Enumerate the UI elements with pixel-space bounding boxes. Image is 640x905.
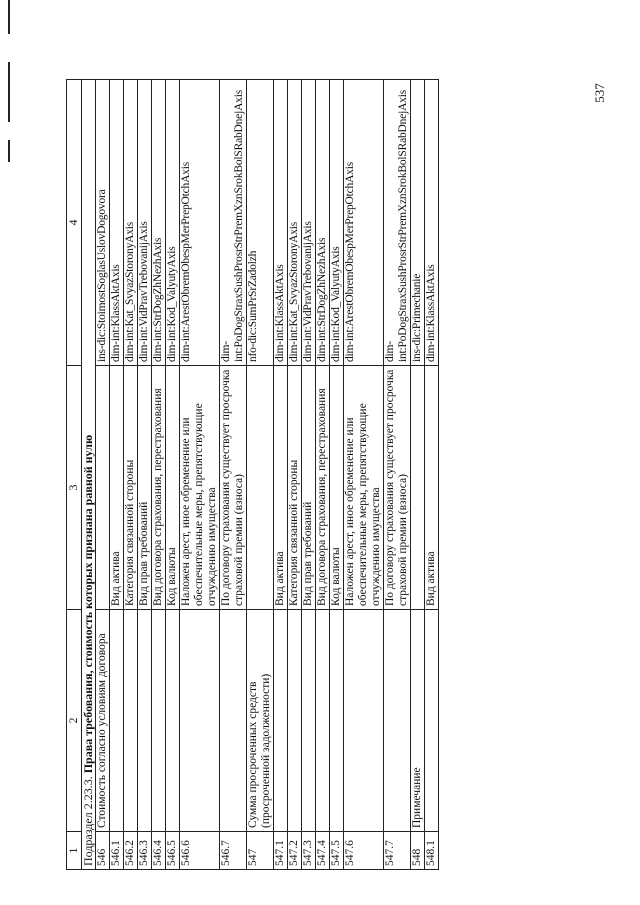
row-name [384,610,411,832]
section-title [82,80,96,870]
row-name [180,610,220,832]
row-number: 547.5 [330,832,344,870]
row-number: 547.2 [288,832,302,870]
row-axis: По договору страхования существует просрочка страховой премии (взноса) [384,366,411,610]
table-row [180,80,220,870]
row-code: dim-int:Kat_SvyazStoronyAxis [124,80,138,366]
row-axis: Вид прав требований [138,366,152,610]
row-number: 546.3 [138,832,152,870]
header-col-3: 3 [67,366,82,610]
row-name [220,610,247,832]
row-axis: Наложен арест, иное обременение или обеспечительные меры, препятствующие отчуждению имущества [344,366,384,610]
row-number: 547 [247,832,274,870]
scan-edge-mark-top [8,0,10,34]
row-name [302,610,316,832]
row-axis: Вид прав требований [302,366,316,610]
scan-edge-mark-low [8,140,10,162]
row-axis: По договору страхования существует просрочка страховой премии (взноса) [220,366,247,610]
row-axis: Категория связанной стороны [124,366,138,610]
row-code: nfo-dic:SumPrSrZadolzh [247,80,274,366]
row-axis: Вид актива [425,366,439,610]
row-number: 546.7 [220,832,247,870]
row-code: dim-int:ArestObremObespMerPrepOtchAxis [180,80,220,366]
row-number: 546 [96,832,110,870]
row-axis: Вид актива [110,366,124,610]
row-number: 546.2 [124,832,138,870]
row-code: dim-int:KlassAktAxis [425,80,439,366]
header-col-1: 1 [67,832,82,870]
row-axis: Категория связанной стороны [288,366,302,610]
row-code: dim-int:PoDogStraxSushProsrStrPremXznSrokBolSRabDnejAxis [384,80,411,366]
row-name [274,610,288,832]
section-title-prefix: Подраздел 2.23.3. [81,776,95,866]
row-code: ins-dic:StoimostSoglasUslovDogovora [96,80,110,366]
row-code: dim-int:VidPravTrebovanijAxis [138,80,152,366]
row-number: 547.7 [384,832,411,870]
table-row [344,80,384,870]
row-axis [411,366,425,610]
row-number: 548.1 [425,832,439,870]
row-axis: Код валюты [166,366,180,610]
row-code: dim-int:VidPravTrebovanijAxis [302,80,316,366]
row-name: Стоимость согласно условиям договора [96,610,110,832]
table-row [384,80,411,870]
table-row [330,80,344,870]
row-number: 546.4 [152,832,166,870]
table-row [302,80,316,870]
row-axis: Вид договора страхования, перестрахования [316,366,330,610]
row-number: 548 [411,832,425,870]
table-row [247,80,274,870]
table-row [316,80,330,870]
row-axis: Вид актива [274,366,288,610]
table-row [274,80,288,870]
row-name [288,610,302,832]
row-code: dim-int:Kat_SvyazStoronyAxis [288,80,302,366]
row-code: dim-int:Kod_ValyutyAxis [330,80,344,366]
table-row [411,80,425,870]
row-number: 546.1 [110,832,124,870]
row-name [344,610,384,832]
table-row [288,80,302,870]
row-number: 547.3 [302,832,316,870]
header-row [67,80,82,870]
scan-edge-mark-mid [8,62,10,122]
row-code: dim-int:Kod_ValyutyAxis [166,80,180,366]
row-name [316,610,330,832]
row-name [124,610,138,832]
table-row [425,80,439,870]
row-axis [247,366,274,610]
table-row [166,80,180,870]
header-col-2: 2 [67,610,82,832]
row-code: dim-int:KlassAktAxis [274,80,288,366]
row-name [138,610,152,832]
row-code: dim-int:KlassAktAxis [110,80,124,366]
row-axis [96,366,110,610]
row-axis: Наложен арест, иное обременение или обеспечительные меры, препятствующие отчуждению имущества [180,366,220,610]
row-number: 547.6 [344,832,384,870]
row-name [166,610,180,832]
table-row [110,80,124,870]
table-row [138,80,152,870]
data-table [66,79,439,870]
row-name: Сумма просроченных средств (просроченной задолженности) [247,610,274,832]
row-number: 546.5 [166,832,180,870]
row-code: dim-int:StrDogZhNezhAxis [152,80,166,366]
table-row [124,80,138,870]
header-col-4: 4 [67,80,82,366]
row-name [152,610,166,832]
row-code: dim-int:StrDogZhNezhAxis [316,80,330,366]
section-row [82,80,96,870]
table-row [220,80,247,870]
rotated-table-container [66,80,581,870]
row-number: 547.1 [274,832,288,870]
page-number: 537 [591,83,607,103]
row-number: 547.4 [316,832,330,870]
row-name [330,610,344,832]
row-axis: Вид договора страхования, перестрахования [152,366,166,610]
table-row [152,80,166,870]
section-title-bold: Права требования, стоимость которых признана равной нулю [81,434,95,774]
row-name [425,610,439,832]
row-code: dim-int:PoDogStraxSushProsrStrPremXznSrokBolSRabDnejAxis [220,80,247,366]
table-row [96,80,110,870]
row-axis: Код валюты [330,366,344,610]
row-number: 546.6 [180,832,220,870]
row-name: Примечание [411,610,425,832]
row-name [110,610,124,832]
row-code: dim-int:ArestObremObespMerPrepOtchAxis [344,80,384,366]
row-code: ins-dic:Primechanie [411,80,425,366]
